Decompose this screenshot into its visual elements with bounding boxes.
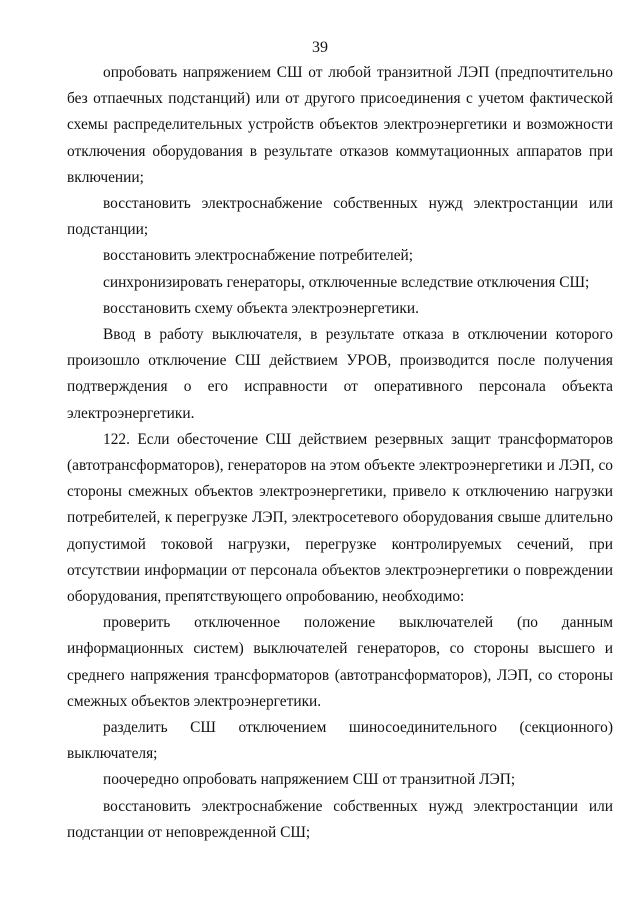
paragraph-10: поочередно опробовать напряжением СШ от транзитной ЛЭП; — [103, 771, 516, 789]
paragraph-7: 122. Если обесточение СШ действием резервных защит трансформаторов (автотрансформаторов), генераторов на этом объекте электроэнергетики и ЛЭП, со стороны смежных объектов электроэнергетики, привело к отключению нагрузки потребителей, к перегрузке ЛЭП, электросетевого оборудования свыше длительно допустимой токовой нагрузки, перегрузке контролируемых сечений, при отсутствии информации от персонала объектов электроэнергетики о повреждении оборудования, препятствующего опробованию, необходимо: — [67, 430, 613, 606]
paragraph-8: проверить отключенное положение выключателей (по данным информационных систем) выключателей генераторов, со стороны высшего и среднего напряжения трансформаторов (автотрансформаторов), ЛЭП, со стороны смежных объектов электроэнергетики. — [67, 614, 613, 710]
paragraph-11: восстановить электроснабжение собственных нужд электростанции или подстанции от неповрежденной СШ; — [67, 797, 613, 841]
paragraph-2: восстановить электроснабжение собственных нужд электростанции или подстанции; — [67, 195, 613, 239]
document-body — [67, 60, 613, 846]
paragraph-9: разделить СШ отключением шиносоединительного (секционного) выключателя; — [67, 719, 613, 763]
paragraph-3: восстановить электроснабжение потребителей; — [103, 247, 414, 265]
page-number: 39 — [312, 39, 328, 56]
paragraph-6: Ввод в работу выключателя, в результате отказа в отключении которого произошло отключение СШ действием УРОВ, производится после получения подтверждения о его исправности от оперативного персонала объекта электроэнергетики. — [67, 326, 613, 422]
paragraph-4: синхронизировать генераторы, отключенные вследствие отключения СШ; — [103, 273, 590, 291]
paragraph-5: восстановить схему объекта электроэнергетики. — [103, 299, 419, 317]
paragraph-1: опробовать напряжением СШ от любой транзитной ЛЭП (предпочтительно без отпаечных подстанций) или от другого присоединения с учетом фактической схемы распределительных устройств объектов электроэнергетики и возможности отключения оборудования в результате отказов коммутационных аппаратов при включении; — [67, 64, 613, 186]
